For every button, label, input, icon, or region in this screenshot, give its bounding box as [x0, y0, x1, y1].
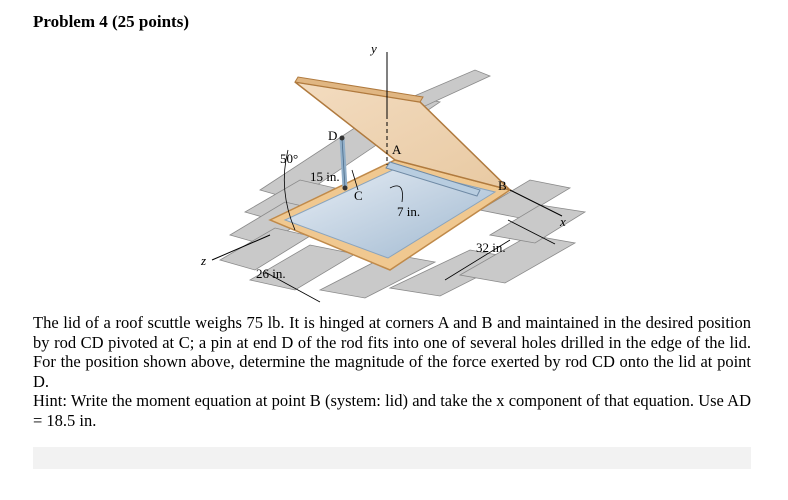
problem-hint: Hint: Write the moment equation at point B (system: lid) and take the x component of that equation. Use AD = 18.5 in.	[33, 391, 751, 430]
z-axis-label: z	[201, 253, 207, 268]
roof-scuttle-figure	[190, 40, 610, 305]
point-a-label: A	[392, 142, 402, 157]
problem-paragraph: The lid of a roof scuttle weighs 75 lb. It is hinged at corners A and B and maintained in the desired position by rod CD pivoted at C; a pin at end D of the rod fits into one of several holes drilled in the edge of the lid. For the position shown above, determine the magnitude of the force exerted by rod CD onto the lid at point D.	[33, 313, 751, 391]
y-axis-label: y	[371, 41, 377, 56]
dim-7-label: 7 in.	[397, 204, 421, 219]
problem-title: Problem 4 (25 points)	[33, 12, 189, 31]
dim-26-label: 26 in.	[256, 266, 286, 281]
point-c-label: C	[354, 188, 363, 203]
dim-15-label: 15 in.	[310, 169, 340, 184]
point-d-label: D	[328, 128, 338, 143]
problem-statement	[33, 313, 751, 430]
dim-32-label: 32 in.	[476, 240, 506, 255]
point-c-marker	[343, 186, 348, 191]
x-axis-label: x	[560, 214, 566, 229]
figure-drawing	[190, 40, 610, 305]
point-b-label: B	[498, 178, 507, 193]
point-d-marker	[340, 136, 345, 141]
answer-area	[33, 447, 751, 469]
angle-label: 50°	[280, 151, 299, 166]
